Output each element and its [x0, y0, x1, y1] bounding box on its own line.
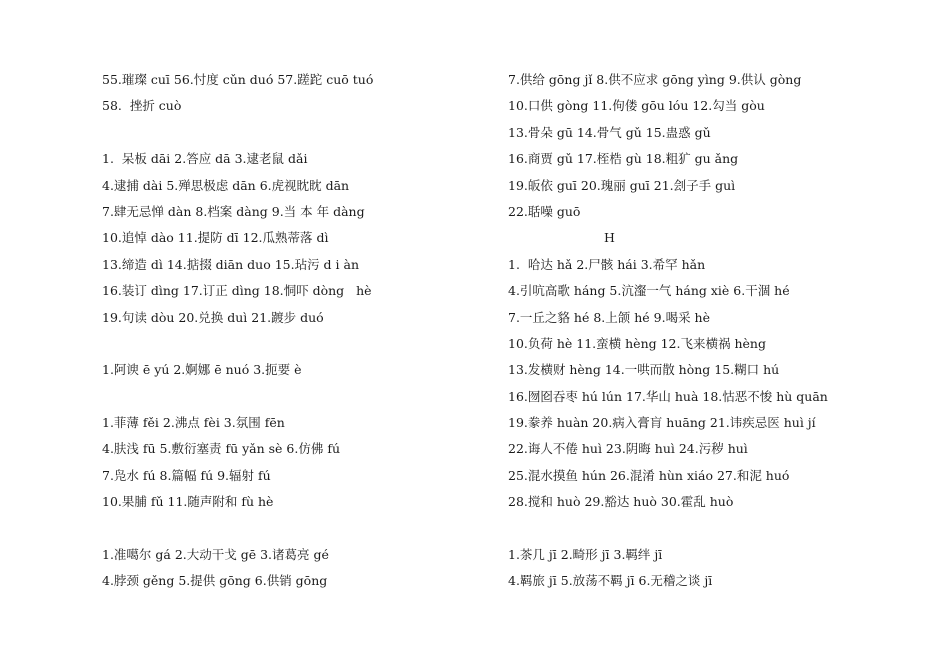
text-line: 16.囫囵吞枣 hú lún 17.华山 huà 18.怙恶不悛 hù quān [508, 388, 828, 404]
text-line: 4.脖颈 gěng 5.提供 gōng 6.供销 gōng [102, 573, 328, 589]
blank-line [508, 516, 908, 542]
text-line: 19.皈依 guī 20.瑰丽 guī 21.刽子手 guì [508, 177, 736, 193]
text-line: 16.装订 dìng 17.订正 dìng 18.恫吓 dòng hè [102, 283, 372, 299]
blank-line [102, 120, 482, 146]
blank-line [102, 384, 482, 410]
left-column [102, 67, 482, 595]
text-line: 4.引吭高歌 háng 5.沆瀣一气 háng xiè 6.干涸 hé [508, 283, 790, 299]
text-line: 28.搅和 huò 29.豁达 huò 30.霍乱 huò [508, 494, 734, 510]
section-heading: H [604, 230, 615, 246]
text-line: 1. 哈达 hǎ 2.尸骸 hái 3.希罕 hǎn [508, 256, 706, 272]
text-line: 22.聒噪 guō [508, 203, 581, 219]
text-line: 13.骨朵 gū 14.骨气 gǔ 15.蛊惑 gǔ [508, 124, 711, 140]
text-line: 10.追悼 dào 11.提防 dī 12.瓜熟蒂落 dì [102, 230, 329, 246]
text-line: 13.缔造 dì 14.掂掇 diān duo 15.玷污 d i àn [102, 256, 360, 272]
text-line: 13.发横财 hèng 14.一哄而散 hòng 15.糊口 hú [508, 362, 780, 378]
text-line: 10.负荷 hè 11.蛮横 hèng 12.飞来横祸 hèng [508, 335, 766, 351]
text-line: 55.璀璨 cuī 56.忖度 cǔn duó 57.蹉跎 cuō tuó [102, 72, 374, 87]
text-line: 1.菲薄 fěi 2.沸点 fèi 3.氛围 fēn [102, 415, 285, 431]
text-line: 4.肤浅 fū 5.敷衍塞责 fū yǎn sè 6.仿佛 fú [102, 441, 341, 457]
blank-line [102, 331, 482, 357]
text-line: 10.果脯 fǔ 11.随声附和 fù hè [102, 494, 274, 510]
text-line: 1.阿谀 ē yú 2.婀娜 ē nuó 3.扼要 è [102, 362, 302, 378]
text-line: 58. 挫折 cuò [102, 98, 182, 114]
text-line: 10.口供 gòng 11.佝偻 gōu lóu 12.勾当 gòu [508, 98, 765, 114]
text-line: 4.羁旅 jī 5.放荡不羁 jī 6.无稽之谈 jī [508, 573, 713, 589]
text-line: 25.混水摸鱼 hún 26.混淆 hùn xiáo 27.和泥 huó [508, 467, 790, 483]
text-line: 7.供给 gōng jǐ 8.供不应求 gōng yìng 9.供认 gòng [508, 72, 802, 87]
text-line: 7.凫水 fú 8.篇幅 fú 9.辐射 fú [102, 467, 271, 483]
text-line: 19.句读 dòu 20.兑换 duì 21.踱步 duó [102, 309, 324, 325]
text-line: 16.商贾 gǔ 17.桎梏 gù 18.粗犷 gu ǎng [508, 151, 739, 167]
blank-line [102, 516, 482, 542]
text-line: 7.肆无忌惮 dàn 8.档案 dàng 9.当 本 年 dàng [102, 203, 365, 219]
text-line: 22.诲人不倦 huì 23.阴晦 huì 24.污秽 huì [508, 441, 748, 457]
text-line: 7.一丘之貉 hé 8.上颌 hé 9.喝采 hè [508, 309, 710, 325]
text-line: 19.豢养 huàn 20.病入膏肓 huāng 21.讳疾忌医 huì jí [508, 415, 816, 431]
text-line: 4.逮捕 dài 5.殚思极虑 dān 6.虎视眈眈 dān [102, 177, 350, 193]
text-line: 1.准噶尔 gá 2.大动干戈 gē 3.诸葛亮 gé [102, 547, 329, 563]
text-line: 1.茶几 jī 2.畸形 jī 3.羁绊 jī [508, 547, 663, 563]
right-column [508, 67, 908, 595]
text-line: 1. 呆板 dāi 2.答应 dā 3.逮老鼠 dǎi [102, 151, 308, 167]
